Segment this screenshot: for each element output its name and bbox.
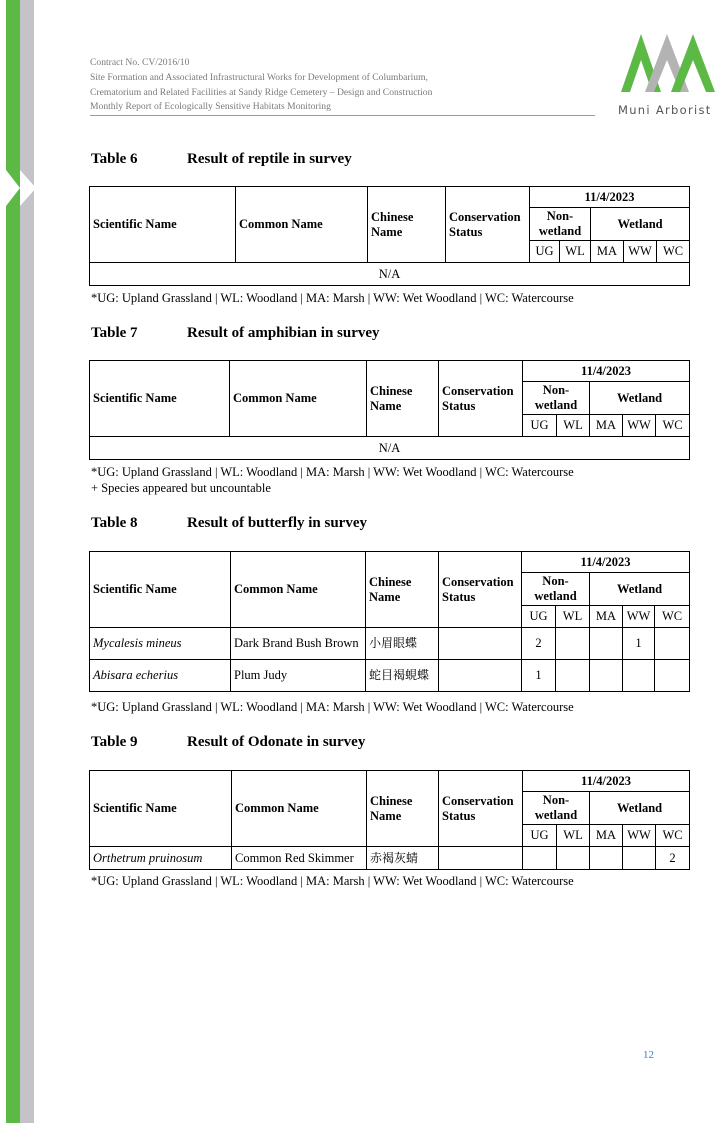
cell-ma [590,660,623,692]
col-wl: WL [560,241,591,263]
table-8-number: Table 8 [91,515,138,531]
col-non-wetland: Non-wetland [522,573,590,606]
cell-ug: 2 [522,628,556,660]
col-wetland: Wetland [591,208,690,241]
col-ww: WW [623,415,656,437]
table-8-legend-note: *UG: Upland Grassland | WL: Woodland | MA: Marsh | WW: Wet Woodland | WC: Watercourse [91,700,574,714]
cell-ww [623,660,655,692]
cell-ug: 1 [522,660,556,692]
side-bar-green [6,0,20,1123]
cell-common-name: Common Red Skimmer [232,847,367,870]
col-wc: WC [657,241,690,263]
table-row [90,847,690,870]
page-number: 12 [643,1049,654,1061]
col-chinese-name: Chinese Name [366,552,439,628]
page-header [90,56,595,115]
cell-conservation-status [439,847,523,870]
table-7-legend-note: *UG: Upland Grassland | WL: Woodland | MA: Marsh | WW: Wet Woodland | WC: Watercourse [91,465,574,479]
col-common-name: Common Name [236,187,368,263]
table-7-title [91,325,380,342]
table-7-caption: Result of amphibian in survey [187,325,380,341]
col-ma: MA [591,241,624,263]
col-conservation-status: Conservation Status [439,771,523,847]
col-ma: MA [590,415,623,437]
col-ug: UG [522,606,556,628]
table-6-reptile [89,186,690,286]
col-ug: UG [523,415,557,437]
col-survey-date: 11/4/2023 [523,771,690,792]
cell-scientific-name: Abisara echerius [90,660,231,692]
col-survey-date: 11/4/2023 [530,187,690,208]
table-6-na-row: N/A [90,263,690,286]
col-common-name: Common Name [232,771,367,847]
col-ww: WW [623,606,655,628]
table-8-caption: Result of butterfly in survey [187,515,367,531]
logo-wordmark: Muni Arborist [618,103,712,117]
col-scientific-name: Scientific Name [90,361,230,437]
side-bar-notch-green [6,170,20,206]
col-wl: WL [557,415,590,437]
table-7-number: Table 7 [91,325,138,341]
col-chinese-name: Chinese Name [367,361,439,437]
col-non-wetland: Non-wetland [530,208,591,241]
cell-wl [556,628,590,660]
cell-conservation-status [439,628,522,660]
table-6-number: Table 6 [91,151,138,167]
table-6-legend-note: *UG: Upland Grassland | WL: Woodland | MA: Marsh | WW: Wet Woodland | WC: Watercourse [91,291,574,305]
side-bar-grey [20,0,34,1123]
cell-common-name: Plum Judy [231,660,366,692]
col-conservation-status: Conservation Status [446,187,530,263]
col-wc: WC [655,606,690,628]
cell-ma [590,847,623,870]
cell-chinese-name: 赤褐灰蜻 [367,847,439,870]
cell-ug [523,847,557,870]
side-bar-notch [20,170,36,206]
col-wetland: Wetland [590,792,690,825]
table-row [90,660,690,692]
table-7-amphibian [89,360,690,460]
table-9-odonate [89,770,690,870]
col-scientific-name: Scientific Name [90,771,232,847]
col-common-name: Common Name [231,552,366,628]
col-wetland: Wetland [590,382,690,415]
header-divider [90,115,595,116]
col-ug: UG [523,825,557,847]
table-9-legend-note: *UG: Upland Grassland | WL: Woodland | MA: Marsh | WW: Wet Woodland | WC: Watercourse [91,874,574,888]
col-conservation-status: Conservation Status [439,552,522,628]
col-ma: MA [590,606,623,628]
col-chinese-name: Chinese Name [368,187,446,263]
cell-wc [655,660,690,692]
cell-scientific-name: Mycalesis mineus [90,628,231,660]
col-non-wetland: Non-wetland [523,382,590,415]
header-report-title: Monthly Report of Ecologically Sensitive Habitats Monitoring [90,101,331,113]
col-wc: WC [656,415,690,437]
table-7-uncountable-note: + Species appeared but uncountable [91,481,271,495]
cell-ww: 1 [623,628,655,660]
table-6-caption: Result of reptile in survey [187,151,352,167]
cell-conservation-status [439,660,522,692]
cell-wl [556,660,590,692]
table-9-caption: Result of Odonate in survey [187,734,366,750]
cell-ww [623,847,656,870]
table-9-number: Table 9 [91,734,138,750]
table-8-butterfly [89,551,690,692]
col-ww: WW [624,241,657,263]
cell-wc: 2 [656,847,690,870]
col-ug: UG [530,241,560,263]
table-6-title [91,151,352,168]
cell-wl [557,847,590,870]
table-9-title [91,734,365,751]
col-survey-date: 11/4/2023 [523,361,690,382]
table-8-title [91,515,367,532]
cell-wc [655,628,690,660]
col-wetland: Wetland [590,573,690,606]
col-common-name: Common Name [230,361,367,437]
header-project-line-2: Crematorium and Related Facilities at Sandy Ridge Cemetery – Design and Construction [90,86,433,98]
col-chinese-name: Chinese Name [367,771,439,847]
table-7-na-row: N/A [90,437,690,460]
header-project-line-1: Site Formation and Associated Infrastructural Works for Development of Columbarium, [90,71,428,83]
col-conservation-status: Conservation Status [439,361,523,437]
col-ma: MA [590,825,623,847]
col-scientific-name: Scientific Name [90,187,236,263]
col-ww: WW [623,825,656,847]
col-scientific-name: Scientific Name [90,552,231,628]
col-non-wetland: Non-wetland [523,792,590,825]
cell-common-name: Dark Brand Bush Brown [231,628,366,660]
cell-scientific-name: Orthetrum pruinosum [90,847,232,870]
cell-chinese-name: 小眉眼蝶 [366,628,439,660]
col-survey-date: 11/4/2023 [522,552,690,573]
col-wl: WL [557,825,590,847]
cell-ma [590,628,623,660]
col-wl: WL [556,606,590,628]
cell-chinese-name: 蛇目褐蜆蝶 [366,660,439,692]
header-contract-no: Contract No. CV/2016/10 [90,57,190,68]
col-wc: WC [656,825,690,847]
table-row [90,628,690,660]
